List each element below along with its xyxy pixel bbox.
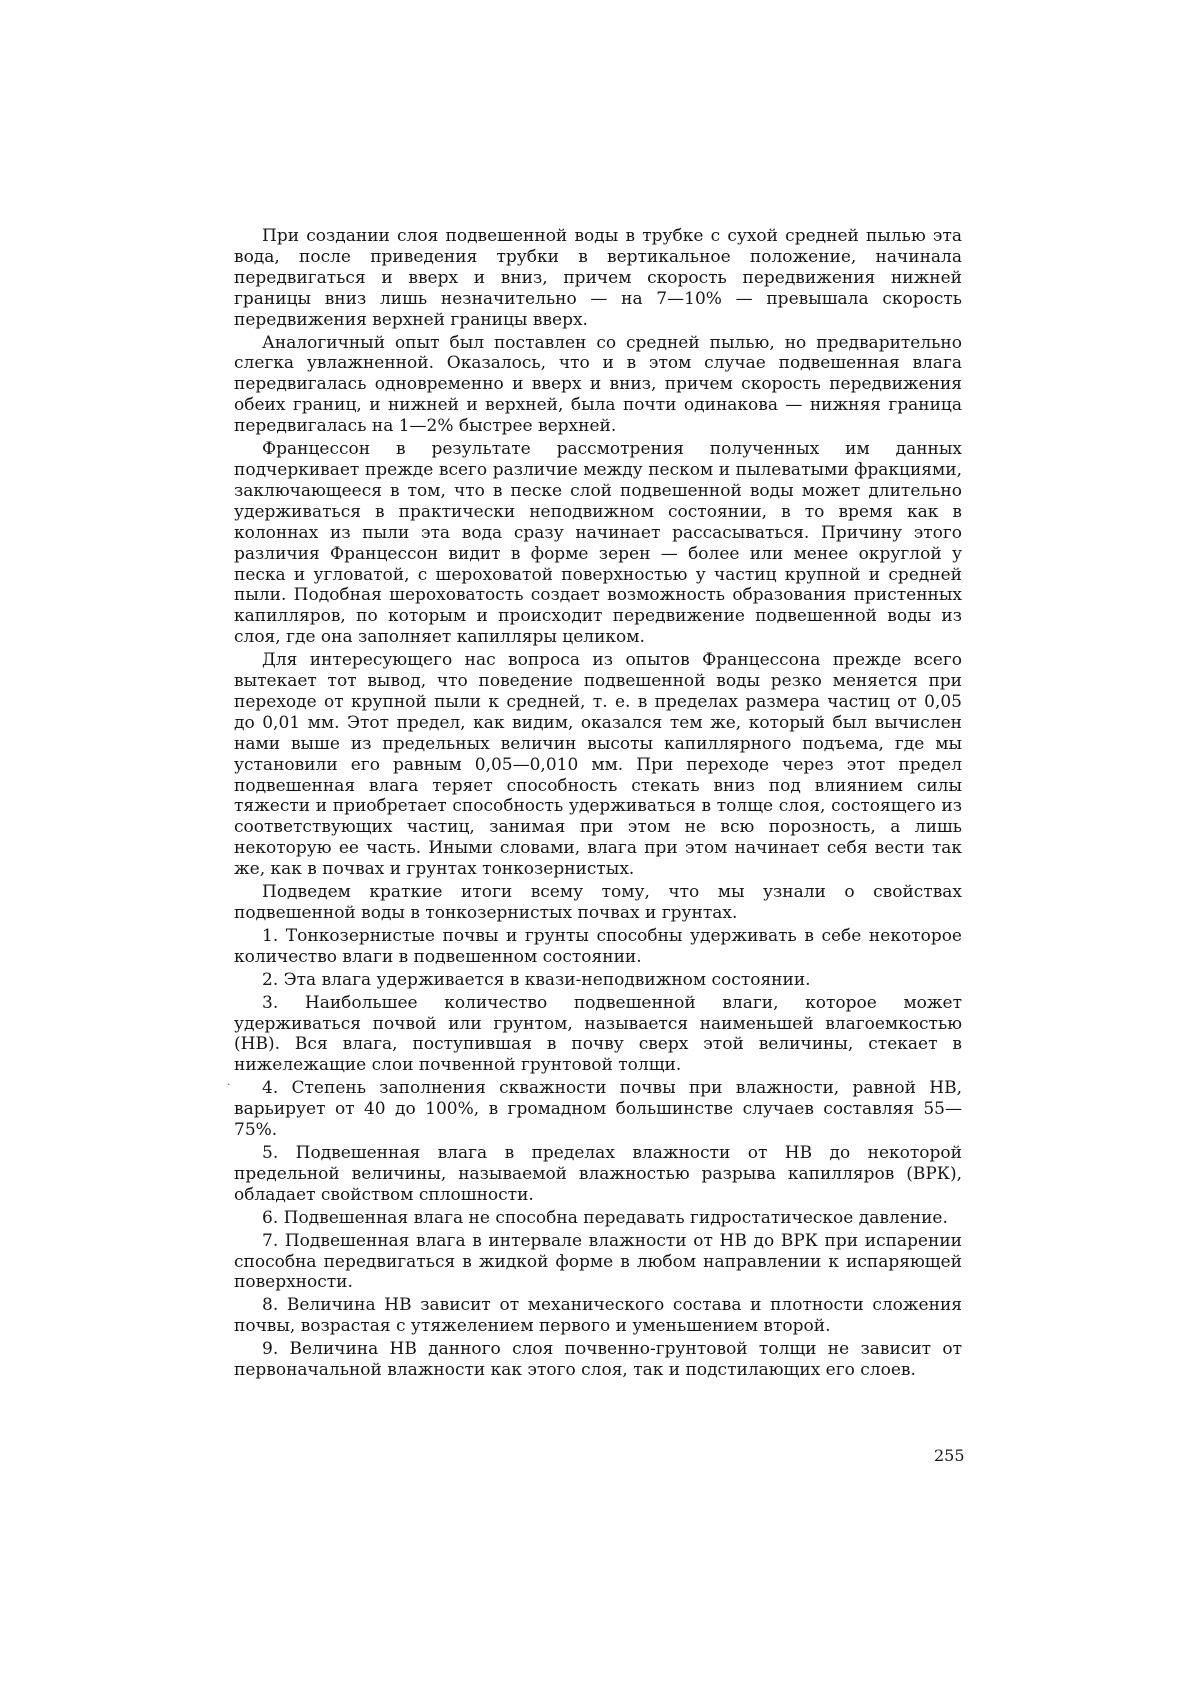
margin-mark: · [227, 1078, 231, 1091]
list-item: 2. Эта влага удерживается в квази-неподвижном состоянии. [262, 969, 811, 990]
list-item: 5. Подвешенная влага в пределах влажности от НВ до некоторой предельной величины, называемой влажностью разрыва капилляров (ВРК), обладает свойством сплошности. [234, 1142, 962, 1205]
document-body [234, 226, 962, 1381]
list-item: 7. Подвешенная влага в интервале влажности от НВ до ВРК при испарении способна передвигаться в жидкой форме в любом направлении к испаряющей поверхности. [234, 1230, 962, 1293]
list-item: 3. Наибольшее количество подвешенной влаги, которое может удерживаться почвой или грунтом, называется наименьшей влагоемкостью (НВ). Вся влага, поступившая в почву сверх этой величины, стекает в нижележащие слои почвенной грунтовой толщи. [234, 992, 962, 1076]
list-item: 6. Подвешенная влага не способна передавать гидростатическое давление. [262, 1207, 948, 1228]
list-item: 8. Величина НВ зависит от механического состава и плотности сложения почвы, возрастая с утяжелением первого и уменьшением второй. [234, 1295, 962, 1337]
paragraph: Францессон в результате рассмотрения полученных им данных подчеркивает прежде всего различие между песком и пылеватыми фракциями, заключающееся в том, что в песке слой подвешенной воды может длительно удерживаться в практически неподвижном состоянии, в то время как в колоннах из пыли эта вода сразу начинает рассасываться. Причину этого различия Францессон видит в форме зерен — более или менее округлой у песка и угловатой, с шероховатой поверхностью у частиц крупной и средней пыли. Подобная шероховатость создает возможность образования пристенных капилляров, по которым и происходит передвижение подвешенной воды из слоя, где она заполняет капилляры целиком. [234, 439, 962, 648]
paragraph: Подведем краткие итоги всему тому, что мы узнали о свойствах подвешенной воды в тонкозернистых почвах и грунтах. [234, 882, 962, 923]
paragraph: Для интересующего нас вопроса из опытов Францессона прежде всего вытекает тот вывод, что поведение подвешенной воды резко меняется при переходе от крупной пыли к средней, т. е. в пределах размера частиц от 0,05 до 0,01 мм. Этот предел, как видим, оказался тем же, который был вычислен нами выше из предельных величин высоты капиллярного подъема, где мы установили его равным 0,05—0,010 мм. При переходе через этот предел подвешенная влага теряет способность стекать вниз под влиянием силы тяжести и приобретает способность удерживаться в толще слоя, состоящего из соответствующих частиц, занимая при этом не всю порозность, а лишь некоторую ее часть. Иными словами, влага при этом начинает себя вести так же, как в почвах и грунтах тонкозернистых. [234, 650, 962, 880]
page-number: 255 [934, 1446, 965, 1465]
paragraph: При создании слоя подвешенной воды в трубке с сухой средней пылью эта вода, после приведения трубки в вертикальное положение, начинала передвигаться и вверх и вниз, причем скорость передвижения нижней границы вниз лишь незначительно — на 7—10% — превышала скорость передвижения верхней границы вверх. [234, 226, 962, 330]
list-item: 4. Степень заполнения скважности почвы при влажности, равной НВ, варьирует от 40 до 100%, в громадном большинстве случаев составляя 55—75%. [234, 1078, 962, 1141]
list-item: 1. Тонкозернистые почвы и грунты способны удерживать в себе некоторое количество влаги в подвешенном состоянии. [234, 925, 962, 967]
list-item: 9. Величина НВ данного слоя почвенно-грунтовой толщи не зависит от первоначальной влажности как этого слоя, так и подстилающих его слоев. [234, 1339, 962, 1381]
paragraph: Аналогичный опыт был поставлен со средней пылью, но предварительно слегка увлажненной. Оказалось, что и в этом случае подвешенная влага передвигалась одновременно и вверх и вниз, причем скорость передвижения обеих границ, и нижней и верхней, была почти одинакова — нижняя граница передвигалась на 1—2% быстрее верхней. [234, 332, 962, 437]
